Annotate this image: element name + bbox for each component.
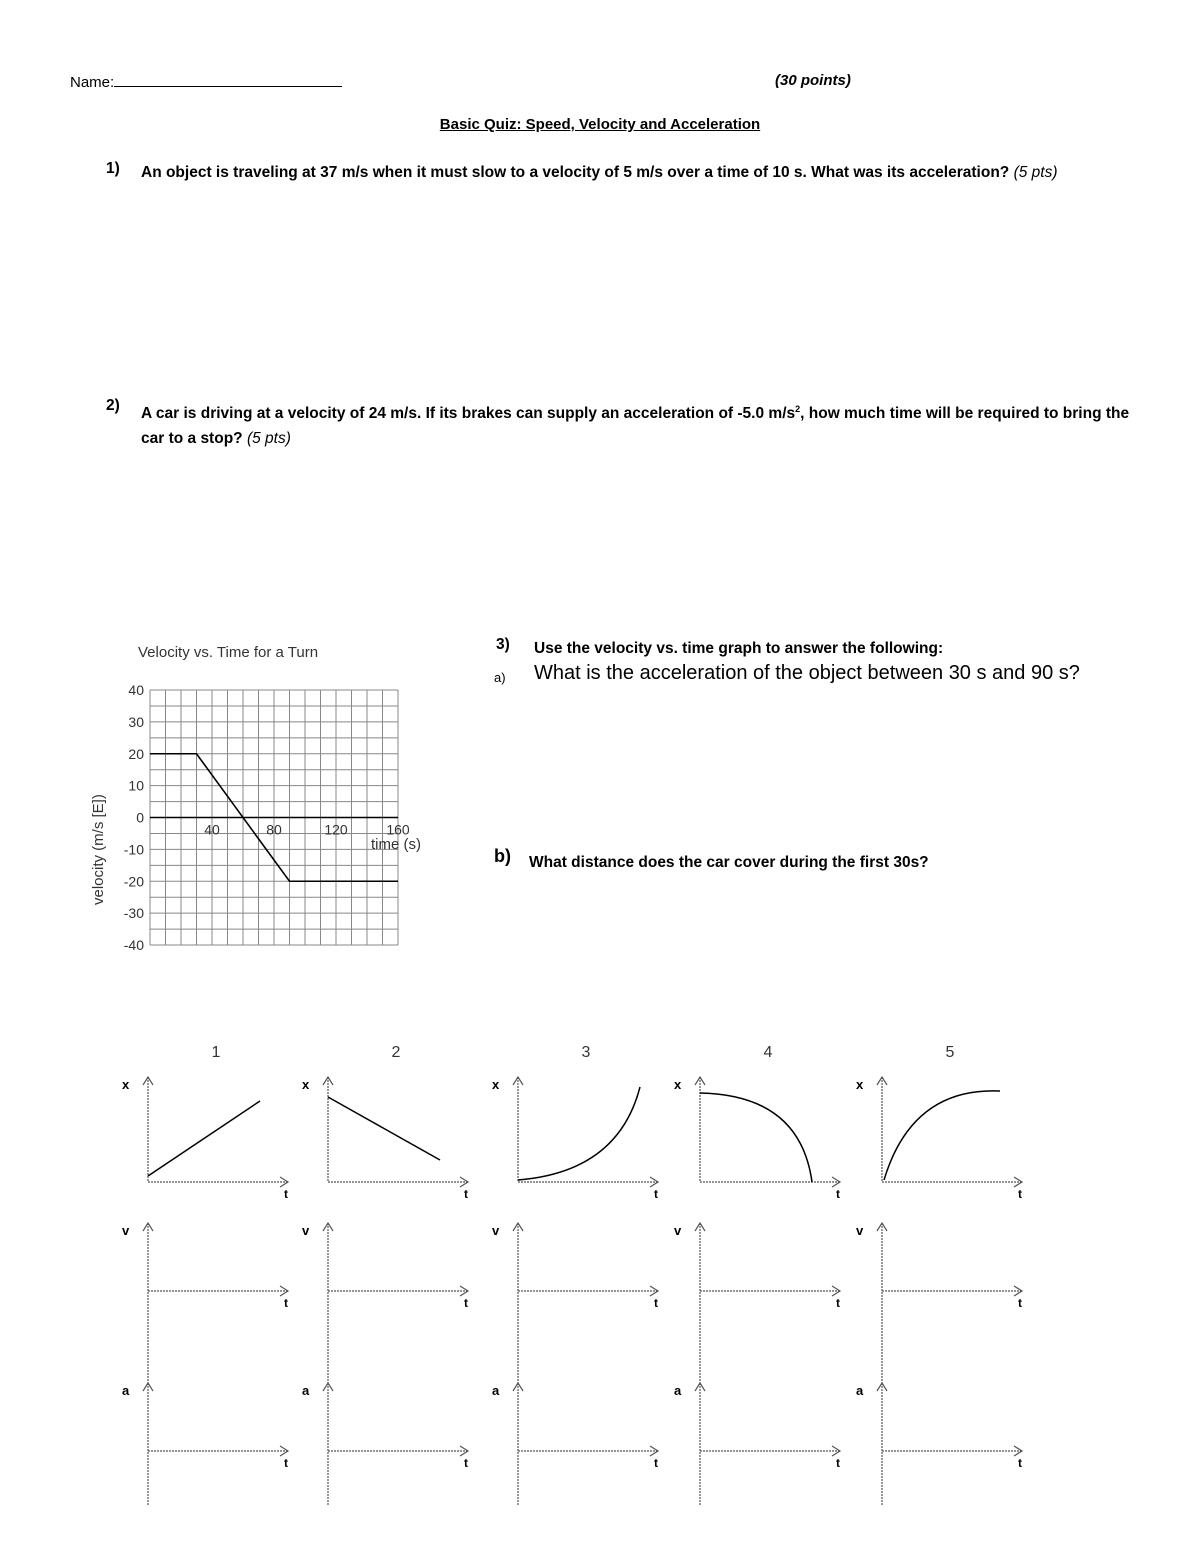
y-tick-label: 20 — [128, 745, 144, 762]
y-axis-ticks — [124, 682, 144, 953]
x-tick-label: 40 — [204, 821, 220, 838]
y-tick-label: 10 — [128, 777, 144, 794]
graph-row-label: v — [122, 1223, 130, 1238]
graph-row-label: v — [856, 1223, 864, 1238]
name-label: Name: — [70, 74, 115, 91]
name-field — [70, 72, 342, 91]
position-curve — [148, 1101, 260, 1176]
x-tick-label: 160 — [386, 821, 410, 838]
graph-t-label: t — [1018, 1456, 1022, 1470]
graph-column-number: 4 — [763, 1044, 773, 1061]
graph-t-label: t — [836, 1296, 840, 1310]
graph-t-label: t — [284, 1187, 288, 1201]
graph-t-label: t — [464, 1187, 468, 1201]
graph-t-label: t — [1018, 1296, 1022, 1310]
question-3b-text: What distance does the car cover during the first 30s? — [529, 854, 929, 871]
position-curve — [700, 1093, 812, 1182]
graph-row-label: x — [122, 1077, 130, 1092]
question-1-points: (5 pts) — [1013, 164, 1058, 181]
x-tick-label: 120 — [324, 821, 348, 838]
position-curve — [518, 1087, 640, 1180]
y-tick-label: 0 — [136, 809, 144, 826]
graph-row-label: a — [492, 1383, 500, 1398]
graph-column-number: 2 — [391, 1044, 401, 1061]
y-tick-label: -30 — [123, 905, 144, 922]
graph-t-label: t — [654, 1187, 658, 1201]
name-blank-line[interactable] — [114, 72, 342, 87]
graph-row-label: a — [122, 1383, 130, 1398]
graph-row-label: v — [302, 1223, 310, 1238]
velocity-time-chart — [85, 635, 465, 955]
graph-column-number: 3 — [581, 1044, 591, 1061]
y-tick-label: -20 — [123, 873, 144, 890]
graph-row-label: v — [674, 1223, 682, 1238]
x-tick-label: 80 — [266, 821, 282, 838]
question-2-text: A car is driving at a velocity of 24 m/s. If its brakes can supply an acceleration of -5.0 m/s — [141, 405, 796, 423]
graph-t-label: t — [836, 1187, 840, 1201]
question-1 — [141, 160, 1181, 185]
graph-column-number: 5 — [945, 1044, 955, 1061]
graph-row-label: x — [302, 1077, 310, 1092]
graph-row-label: x — [674, 1077, 682, 1092]
position-curve — [884, 1091, 1000, 1180]
question-1-number: 1) — [106, 160, 120, 177]
question-3-text: Use the velocity vs. time graph to answer the following: — [534, 640, 944, 657]
total-points: (30 points) — [775, 72, 851, 89]
question-2-superscript: 2 — [795, 404, 801, 414]
graph-t-label: t — [284, 1296, 288, 1310]
question-2 — [141, 397, 1131, 451]
question-3a-text: What is the acceleration of the object between 30 s and 90 s? — [534, 662, 1080, 684]
graph-row-label: a — [674, 1383, 682, 1398]
graph-t-label: t — [464, 1296, 468, 1310]
question-3b-label: b) — [494, 846, 511, 866]
graph-row-label: v — [492, 1223, 500, 1238]
graph-t-label: t — [836, 1456, 840, 1470]
graph-row-label: a — [302, 1383, 310, 1398]
graph-column-number: 1 — [211, 1044, 221, 1061]
y-tick-label: -40 — [123, 937, 144, 953]
quiz-title: Basic Quiz: Speed, Velocity and Acceleration — [439, 116, 761, 133]
graph-t-label: t — [284, 1456, 288, 1470]
question-2-text-end: , how much time will be required to bring the car to a stop? — [141, 405, 1130, 448]
graph-row-label: x — [856, 1077, 864, 1092]
position-curve — [328, 1097, 440, 1160]
motion-graphs-grid — [110, 1035, 1070, 1505]
motion-graphs-svg — [110, 1035, 1070, 1505]
graph-t-label: t — [464, 1456, 468, 1470]
chart-grid — [150, 690, 398, 945]
chart-title: Velocity vs. Time for a Turn — [138, 644, 319, 661]
y-tick-label: 30 — [128, 713, 144, 730]
y-tick-label: -10 — [123, 841, 144, 858]
graph-t-label: t — [1018, 1187, 1022, 1201]
question-2-number: 2) — [106, 397, 120, 414]
question-3-number: 3) — [496, 636, 510, 653]
y-tick-label: 40 — [128, 682, 144, 698]
graph-t-label: t — [654, 1456, 658, 1470]
question-1-text: An object is traveling at 37 m/s when it must slow to a velocity of 5 m/s over a time of 10 s. What was its acceleration? — [141, 164, 1010, 181]
graph-row-label: x — [492, 1077, 500, 1092]
question-3a-label: a) — [494, 670, 506, 685]
graph-t-label: t — [654, 1296, 658, 1310]
graph-row-label: a — [856, 1383, 864, 1398]
y-axis-label: velocity (m/s [E]) — [90, 794, 107, 905]
question-2-points: (5 pts) — [246, 430, 291, 448]
x-axis-label: time (s) — [371, 836, 421, 853]
